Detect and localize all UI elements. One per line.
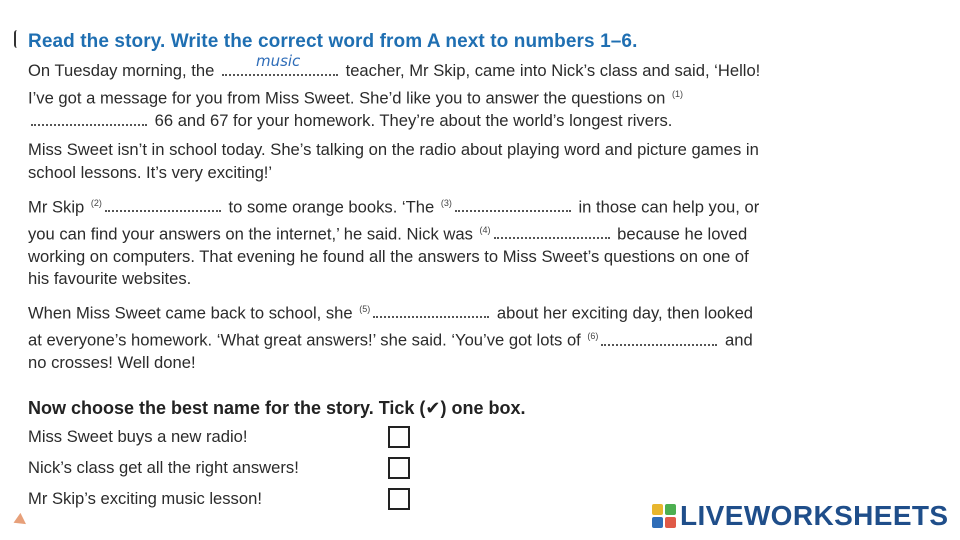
story-paragraph-3 [28, 192, 768, 291]
gap-number-1: (1) [671, 88, 683, 99]
story-text-segment: When Miss Sweet came back to school, she [28, 303, 353, 323]
answer-gap-5[interactable] [373, 302, 489, 318]
story-text-segment: On Tuesday morning, the [28, 61, 215, 80]
option-label-1: Miss Sweet buys a new radio! [28, 427, 248, 446]
logo-tile-icon [665, 504, 676, 515]
gap-number-5: (5) [359, 303, 371, 314]
story-text [28, 52, 768, 382]
tick-box-3[interactable] [388, 488, 410, 510]
answer-input-2[interactable] [105, 192, 225, 210]
gap-number-6: (6) [587, 331, 599, 342]
example-answer: music [255, 52, 301, 70]
option-label-2: Nick’s class get all the right answers! [28, 458, 299, 477]
logo-tile-icon [665, 517, 676, 528]
liveworksheets-logo [652, 500, 949, 532]
page-corner-mark [14, 513, 30, 529]
story-paragraph-2: Miss Sweet isn’t in school today. She’s talking on the radio about playing word and picture games in school lessons. It’s very exciting!’ [28, 140, 759, 182]
answer-input-6[interactable] [601, 326, 721, 344]
logo-tile-icon [652, 517, 663, 528]
answer-gap-2[interactable] [105, 196, 221, 212]
answer-input-5[interactable] [373, 298, 493, 316]
story-text-segment: in those can help you, or you can find your answers on the internet,’ he said. Nick was [28, 197, 760, 244]
story-text-segment: 66 and 67 for your homework. They’re about the world’s longest rivers. [154, 110, 673, 130]
story-paragraph-4 [28, 298, 768, 375]
story-paragraph-1 [28, 52, 768, 132]
story-text-segment: to some orange books. ‘The [228, 197, 435, 217]
tick-box-1[interactable] [388, 426, 410, 448]
logo-text: LIVEWORKSHEETS [680, 500, 949, 531]
answer-gap-4[interactable] [494, 223, 610, 239]
example-answer-gap [222, 52, 338, 76]
gap-number-2: (2) [90, 197, 102, 208]
option-label-3: Mr Skip’s exciting music lesson! [28, 489, 262, 508]
answer-input-3[interactable] [455, 192, 575, 210]
answer-input-4[interactable] [494, 219, 614, 237]
story-text-segment: teacher, Mr Skip, came into Nick’s class and said, ‘Hello! I’ve got a message for you from Miss Sweet. She’d like you to answer the questions on [28, 61, 761, 108]
gap-number-3: (3) [440, 197, 452, 208]
answer-gap-3[interactable] [455, 196, 571, 212]
instruction-heading: Read the story. Write the correct word from A next to numbers 1–6. [28, 31, 638, 52]
story-text-segment: about her exciting day, then looked at everyone’s homework. ‘What great answers!’ she said. ‘You’ve got lots of [28, 303, 754, 350]
answer-input-1[interactable] [31, 106, 151, 124]
page-edge-mark [14, 30, 20, 48]
logo-tile-icon [652, 504, 663, 515]
tick-box-2[interactable] [388, 457, 410, 479]
choose-heading: Now choose the best name for the story. Tick (✔) one box. [28, 398, 526, 418]
story-text-segment: because he loved working on computers. That evening he found all the answers to Miss Sweet’s questions on one of his favourite websites. [28, 224, 749, 289]
story-text-segment: and no crosses! Well done! [28, 330, 753, 373]
answer-gap-1[interactable] [31, 110, 147, 126]
gap-number-4: (4) [479, 224, 491, 235]
answer-gap-6[interactable] [601, 330, 717, 346]
logo-grid-icon [652, 504, 676, 528]
story-text-segment: Mr Skip [28, 197, 85, 217]
